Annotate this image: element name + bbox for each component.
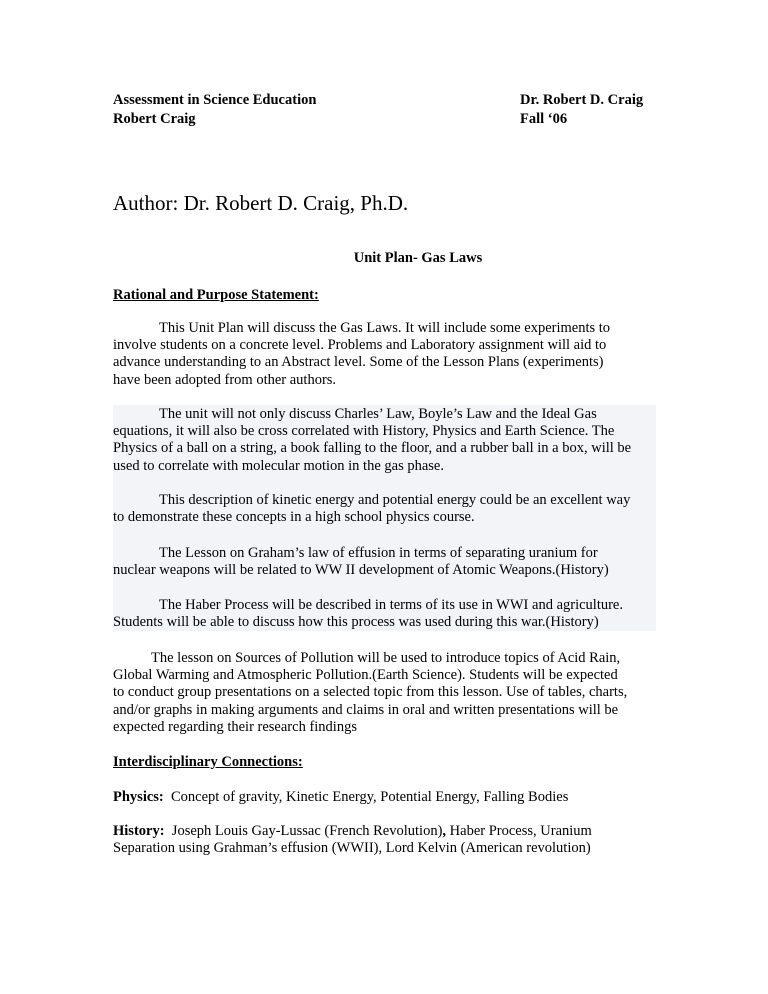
- paragraph: [113, 597, 623, 631]
- author-line: Author: Dr. Robert D. Craig, Ph.D.: [113, 191, 409, 215]
- physics-text: Concept of gravity, Kinetic Energy, Potential Energy, Falling Bodies: [163, 789, 569, 805]
- history-comma: ,: [442, 823, 447, 839]
- paragraph: [113, 492, 630, 526]
- physics-line: [113, 789, 568, 806]
- text-line: involve students on a concrete level. Problems and Laboratory assignment will aid to: [113, 337, 607, 354]
- rational-heading: Rational and Purpose Statement:: [113, 287, 319, 303]
- paragraph: [113, 650, 627, 736]
- text-line: expected regarding their research findings: [113, 718, 357, 735]
- text-line: nuclear weapons will be related to WW II development of Atomic Weapons.(History): [113, 562, 609, 579]
- interdisciplinary-heading: Interdisciplinary Connections:: [113, 754, 303, 770]
- instructor-name: Dr. Robert D. Craig: [520, 92, 644, 108]
- text-line: equations, it will also be cross correlated with History, Physics and Earth Science. The: [113, 423, 615, 440]
- text-line: This Unit Plan will discuss the Gas Laws. It will include some experiments to: [159, 320, 611, 336]
- term: Fall ‘06: [520, 111, 568, 127]
- history-text: Joseph Louis Gay-Lussac (French Revolution): [164, 823, 443, 839]
- unit-title: Unit Plan- Gas Laws: [353, 250, 483, 266]
- course-title: Assessment in Science Education: [113, 92, 317, 108]
- text-line: have been adopted from other authors.: [113, 371, 337, 388]
- text-line: The lesson on Sources of Pollution will be used to introduce topics of Acid Rain,: [151, 650, 621, 666]
- history-paragraph: [113, 823, 592, 857]
- history-text: Haber Process, Uranium: [446, 823, 592, 839]
- text-line: Global Warming and Atmospheric Pollution.(Earth Science). Students will be expected: [113, 667, 618, 684]
- paragraph: [113, 320, 610, 389]
- text-line: The unit will not only discuss Charles’ Law, Boyle’s Law and the Ideal Gas: [159, 406, 597, 422]
- text-line: Separation using Grahman’s effusion (WWII), Lord Kelvin (American revolution): [113, 840, 591, 857]
- text-line: to demonstrate these concepts in a high school physics course.: [113, 509, 475, 526]
- text-line: The Haber Process will be described in terms of its use in WWI and agriculture.: [159, 597, 623, 613]
- physics-label: Physics:: [113, 789, 164, 805]
- student-name: Robert Craig: [113, 111, 196, 127]
- text-line: The Lesson on Graham’s law of effusion in terms of separating uranium for: [159, 545, 598, 561]
- text-line: used to correlate with molecular motion in the gas phase.: [113, 457, 444, 474]
- history-label: History:: [113, 823, 165, 839]
- text-line: and/or graphs in making arguments and claims in oral and written presentations will be: [113, 701, 619, 718]
- text-line: advance understanding to an Abstract level. Some of the Lesson Plans (experiments): [113, 354, 604, 371]
- text-line: This description of kinetic energy and potential energy could be an excellent way: [159, 492, 631, 508]
- text-line: Students will be able to discuss how this process was used during this war.(History): [113, 614, 599, 631]
- paragraph: [113, 545, 609, 579]
- text-line: Physics of a ball on a string, a book falling to the floor, and a rubber ball in a box, will be: [113, 440, 632, 457]
- paragraph: [113, 406, 631, 475]
- text-line: to conduct group presentations on a selected topic from this lesson. Use of tables, charts,: [113, 684, 628, 701]
